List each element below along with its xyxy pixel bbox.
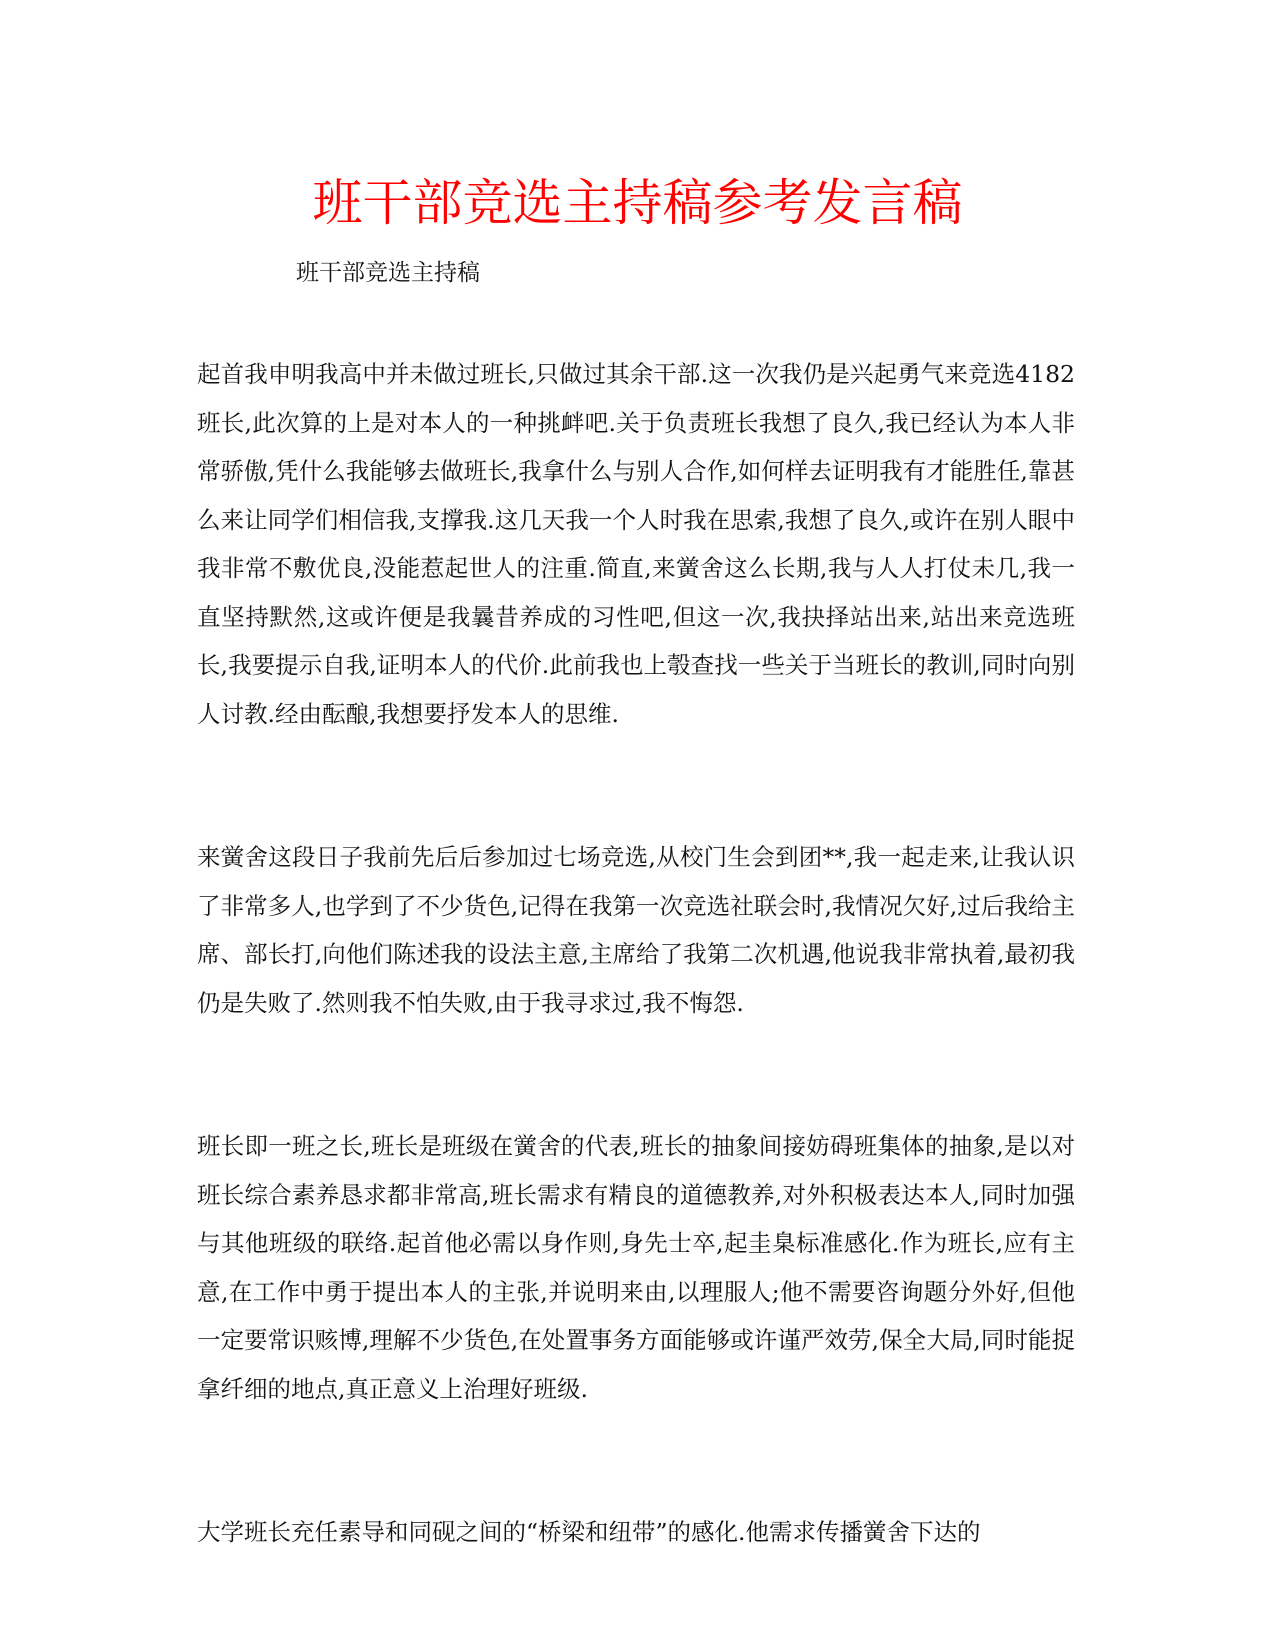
paragraph: 来黉舍这段日子我前先后后参加过七场竞选,从校门生会到团**,我一起走来,让我认识了非常多人,也学到了不少货色,记得在我第一次竞选社联会时,我情况欠好,过后我给主席、部长打,向他们陈述我的设法主意,主席给了我第二次机遇,他说我非常执着,最初我仍是失败了.然则我不怕失败,由于我寻求过,我不悔怨. xyxy=(197,843,1075,1017)
paragraph: 大学班长充任素导和同砚之间的“桥梁和纽带”的感化.他需求传播黉舍下达的 xyxy=(197,1518,981,1546)
document-title: 班干部竞选主持稿参考发言稿 xyxy=(312,174,963,232)
document-subtitle: 班干部竞选主持稿 xyxy=(296,260,480,286)
paragraph: 起首我申明我高中并未做过班长,只做过其余干部.这一次我仍是兴起勇气来竞选4182班长,此次算的上是对本人的一种挑衅吧.关于负责班长我想了良久,我已经认为本人非常骄傲,凭什么我能够去做班长,我拿什么与别人合作,如何样去证明我有才能胜任,靠甚么来让同学们相信我,支撑我.这几天我一个人时我在思索,我想了良久,或许在别人眼中我非常不敷优良,没能惹起世人的注重.简直,来黉舍这么长期,我与人人打仗未几,我一直坚持默然,这或许便是我曩昔养成的习性吧,但这一次,我抉择站出来,站出来竞选班长,我要提示自我,证明本人的代价.此前我也上彀查找一些关于当班长的教训,同时向别人讨教.经由酝酿,我想要抒发本人的思维. xyxy=(197,360,1075,728)
document-body xyxy=(197,350,1075,1557)
paragraph: 班长即一班之长,班长是班级在黉舍的代表,班长的抽象间接妨碍班集体的抽象,是以对班长综合素养恳求都非常高,班长需求有精良的道德教养,对外积极表达本人,同时加强与其他班级的联络.起首他必需以身作则,身先士卒,起圭臬标准感化.作为班长,应有主意,在工作中勇于提出本人的主张,并说明来由,以理服人;他不需要咨询题分外好,但他一定要常识赅博,理解不少货色,在处置事务方面能够或许谨严效劳,保全大局,同时能捉拿纤细的地点,真正意义上治理好班级. xyxy=(197,1132,1075,1403)
